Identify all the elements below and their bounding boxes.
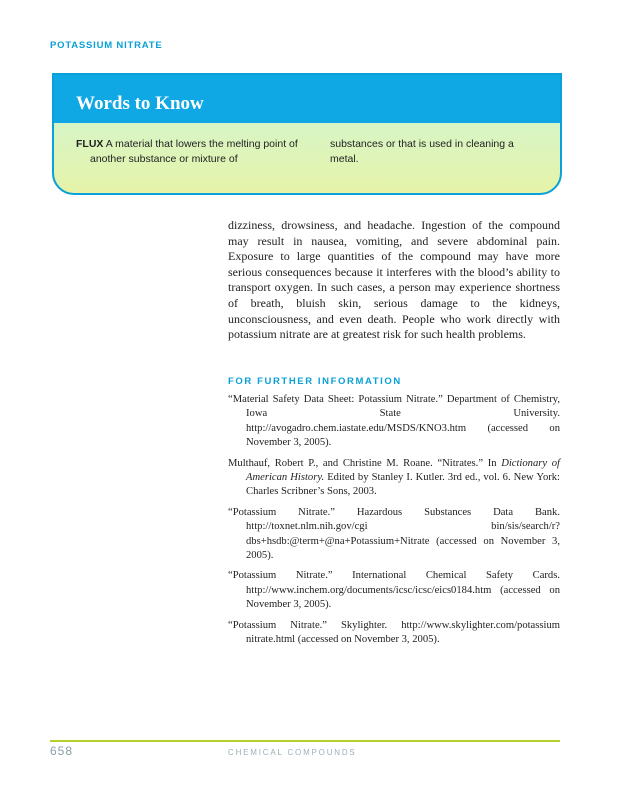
further-information-heading: FOR FURTHER INFORMATION [228, 376, 402, 387]
words-to-know-box [52, 73, 562, 195]
body-paragraph: dizziness, drowsiness, and headache. Ingestion of the compound may result in nausea, vomiting, and severe abdominal pain. Exposure to large quantities of the compound may have more serious consequences because it interferes with the blood’s ability to transport oxygen. In such cases, a person may experience shortness of breath, bluish skin, serious damage to the kidneys, unconsciousness, and even death. People who work directly with potassium nitrate are at greatest risk for such health problems. [228, 218, 560, 342]
words-to-know-title: Words to Know [76, 93, 204, 114]
book-title: CHEMICAL COMPOUNDS [228, 748, 357, 757]
reference-item [228, 457, 560, 500]
reference-title: Dictionary of American History. [246, 457, 560, 484]
running-head: POTASSIUM NITRATE [50, 40, 163, 51]
reference-url[interactable]: http://www.inchem.org/documents/icsc/icsc/eics0184.htm [246, 584, 492, 596]
reference-url[interactable]: http://avogadro.chem.iastate.edu/MSDS/KNO3.htm [246, 422, 467, 434]
glossary-definition-part-2: substances or that is used in cleaning a metal. [330, 138, 514, 165]
reference-url[interactable]: http://toxnet.nlm.nih.gov/cgi bin/sis/search/r?dbs+hsdb:@term+@na+Potassium+Nitrate [246, 521, 560, 547]
glossary-definition-part-1: A material that lowers the melting point of another substance or mixture of [90, 138, 298, 165]
reference-text: “Material Safety Data Sheet: Potassium Nitrate.” Department of Chemistry, Iowa State University. [228, 394, 560, 420]
reference-accessed: (accessed on November 3, 2005). [246, 422, 560, 449]
reference-item [228, 569, 560, 612]
reference-text: “Potassium Nitrate.” Skylighter. [228, 619, 388, 631]
footer-rule [50, 740, 560, 742]
reference-text: Edited by Stanley I. Kutler. 3rd ed., vol. 6. New York: Charles Scribner’s Sons, 2003. [246, 472, 561, 498]
reference-accessed: (accessed on November 3, 2005). [246, 584, 560, 611]
reference-text: Multhauf, Robert P., and Christine M. Roane. “Nitrates.” In [228, 457, 497, 469]
glossary-entry-left [76, 137, 330, 167]
reference-list [228, 393, 560, 654]
glossary-term: FLUX [76, 138, 104, 150]
reference-text: “Potassium Nitrate.” Hazardous Substances Data Bank. [228, 506, 560, 518]
page-number: 658 [50, 744, 74, 758]
reference-url[interactable]: http://www.skylighter.com/potassium nitrate.html [246, 619, 560, 646]
reference-item [228, 506, 560, 564]
reference-item [228, 393, 560, 451]
reference-text: “Potassium Nitrate.” International Chemical Safety Cards. [228, 570, 560, 582]
reference-item [228, 619, 560, 648]
reference-accessed: (accessed on November 3, 2005). [297, 634, 440, 646]
reference-accessed: (accessed on November 3, 2005). [246, 535, 560, 562]
